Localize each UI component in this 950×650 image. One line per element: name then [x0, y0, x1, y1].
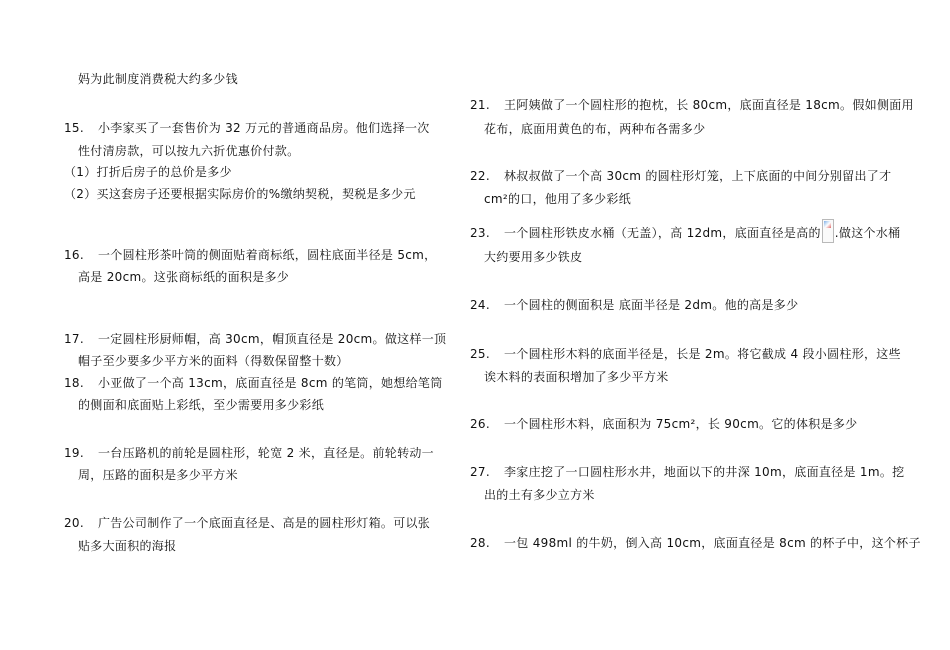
q15-sub1: （1）打折后房子的总价是多少	[64, 165, 232, 179]
q26-text: 一个圆柱形木料，底面积为 75cm²，长 90cm。它的体积是多少	[504, 417, 858, 431]
q22-line1	[470, 168, 891, 184]
q21-number: 21.	[470, 98, 490, 112]
q15-sub2: （2）买这套房子还要根据实际房价的%缴纳契税，契税是多少元	[64, 187, 416, 201]
q16-line2: 高是 20cm。这张商标纸的面积是多少	[78, 270, 290, 284]
q25-text: 一个圆柱形木料的底面半径是，长是 2m。将它截成 4 段小圆柱形，这些	[504, 347, 901, 361]
q26-number: 26.	[470, 417, 490, 431]
q21-line1	[470, 97, 914, 113]
q23-text-b: .做这个水桶	[834, 226, 901, 240]
q25-line2: 诶木料的表面积增加了多少平方米	[484, 370, 669, 384]
q23-number: 23.	[470, 226, 490, 240]
q17-line2: 帽子至少要多少平方米的面料（得数保留整十数）	[78, 354, 349, 368]
q23-line2: 大约要用多少铁皮	[484, 250, 583, 264]
q24-number: 24.	[470, 298, 490, 312]
q15-line2: 性付清房款，可以按九六折优惠价付款。	[78, 144, 300, 158]
q27-line2: 出的土有多少立方米	[484, 488, 595, 502]
q18-line1	[64, 375, 443, 391]
q18-line2: 的侧面和底面贴上彩纸，至少需要用多少彩纸	[78, 398, 325, 412]
q25-number: 25.	[470, 347, 490, 361]
q17-text: 一定圆柱形厨师帽，高 30cm，帽顶直径是 20cm。做这样一顶	[98, 332, 447, 346]
q27-number: 27.	[470, 465, 490, 479]
q24-text: 一个圆柱的侧面积是 底面半径是 2dm。他的高是多少	[504, 298, 799, 312]
q20-text: 广告公司制作了一个底面直径是、高是的圆柱形灯箱。可以张	[98, 516, 431, 530]
q19-text: 一台压路机的前轮是圆柱形，轮宽 2 米，直径是。前轮转动一	[98, 446, 434, 460]
q19-number: 19.	[64, 446, 84, 460]
q25-line1	[470, 346, 901, 362]
q16-text: 一个圆柱形茶叶筒的侧面贴着商标纸，圆柱底面半径是 5cm，	[98, 248, 437, 262]
q18-number: 18.	[64, 376, 84, 390]
q23-text-a: 一个圆柱形铁皮水桶（无盖），高 12dm，底面直径是高的	[504, 226, 821, 240]
q28-number: 28.	[470, 536, 490, 550]
q20-line2: 贴多大面积的海报	[78, 539, 177, 553]
q22-number: 22.	[470, 169, 490, 183]
q15-line1	[64, 120, 430, 136]
q20-line1	[64, 515, 430, 531]
q19-line2: 周，压路的面积是多少平方米	[78, 468, 238, 482]
q24-line1	[470, 297, 798, 313]
q27-text: 李家庄挖了一口圆柱形水井，地面以下的井深 10m，底面直径是 1m。挖	[504, 465, 905, 479]
q18-text: 小亚做了一个高 13cm，底面直径是 8cm 的笔筒，她想给笔筒	[98, 376, 443, 390]
broken-image-icon	[822, 219, 834, 243]
q27-line1	[470, 464, 904, 480]
q20-number: 20.	[64, 516, 84, 530]
q22-line2: cm²的口，他用了多少彩纸	[484, 192, 631, 206]
q23-line1	[470, 219, 900, 243]
q28-text: 一包 498ml 的牛奶，倒入高 10cm，底面直径是 8cm 的杯子中，这个杯子	[504, 536, 921, 550]
q21-line2: 花布，底面用黄色的布，两种布各需多少	[484, 122, 706, 136]
q19-line1	[64, 445, 434, 461]
q28-line1	[470, 535, 921, 551]
q16-number: 16.	[64, 248, 84, 262]
q15-number: 15.	[64, 121, 84, 135]
q26-line1	[470, 416, 857, 432]
q16-line1	[64, 247, 436, 263]
q15-text: 小李家买了一套售价为 32 万元的普通商品房。他们选择一次	[98, 121, 430, 135]
q14-continuation: 妈为此制度消费税大约多少钱	[78, 72, 238, 86]
q17-number: 17.	[64, 332, 84, 346]
q22-text: 林叔叔做了一个高 30cm 的圆柱形灯笼，上下底面的中间分别留出了才	[504, 169, 892, 183]
q17-line1	[64, 331, 446, 347]
q21-text: 王阿姨做了一个圆柱形的抱枕，长 80cm，底面直径是 18cm。假如侧面用	[504, 98, 914, 112]
